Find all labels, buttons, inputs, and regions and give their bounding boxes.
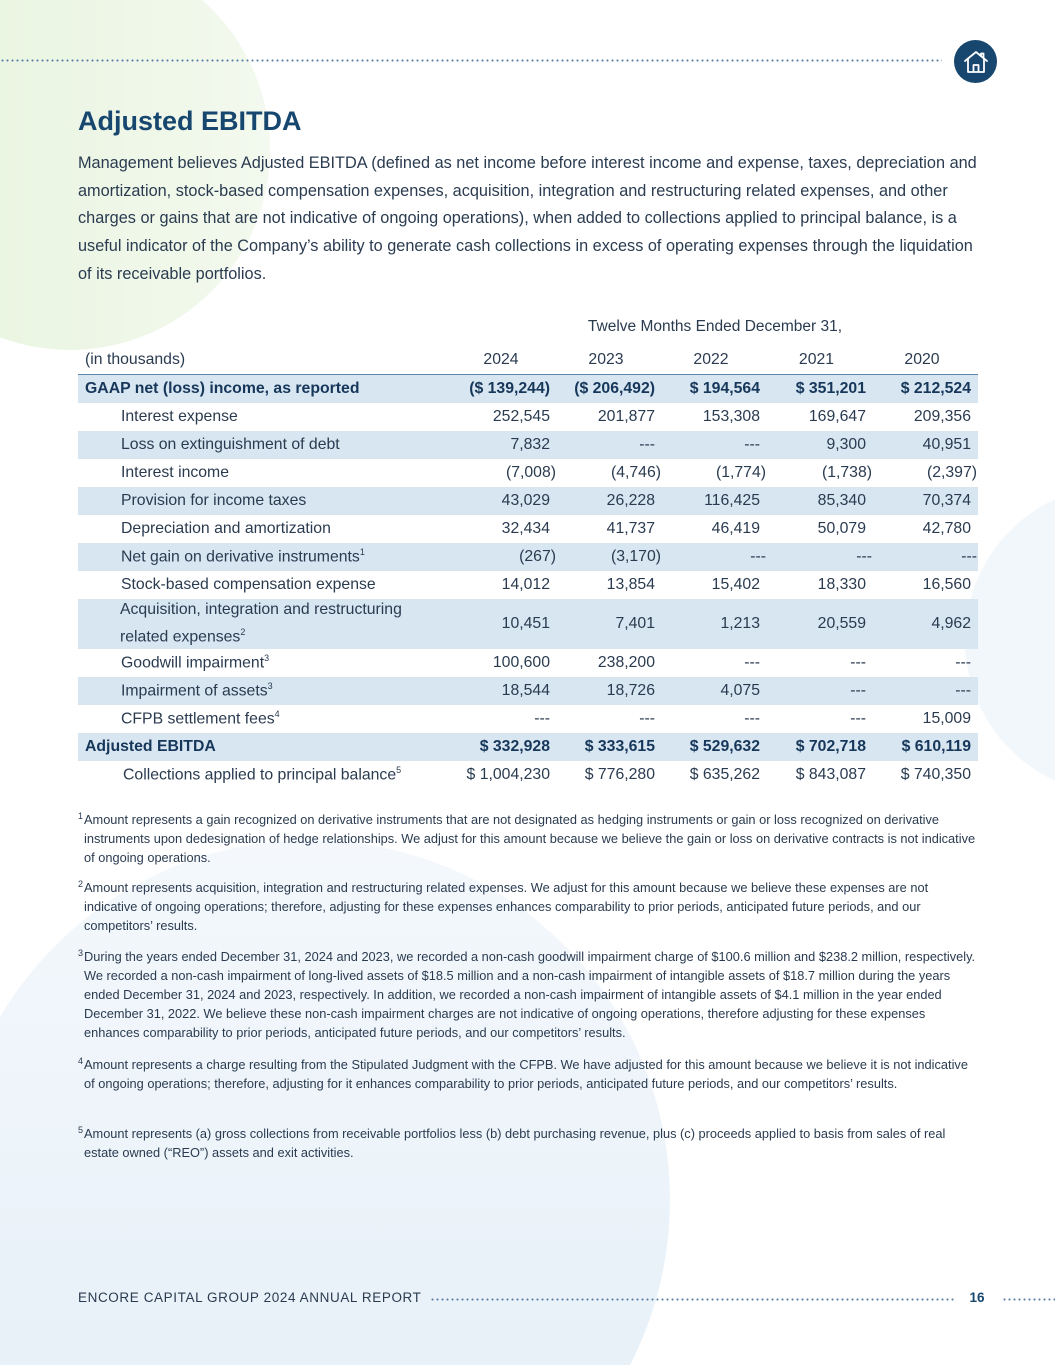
table-row-depreciation	[78, 515, 978, 543]
cell-value: $ 610,119	[873, 733, 978, 761]
footnote-text: Amount represents acquisition, integration and restructuring related expenses. We adjust for this amount because we believe these expenses are not indicative of ongoing operations; therefore, adjusting for these expenses enhances comparability to prior periods, anticipated future periods, and our competitors’ results.	[84, 880, 929, 933]
table-row-derivative-gain	[78, 543, 978, 571]
cell-value: 201,877	[597, 408, 655, 425]
footer-report-name: ENCORE CAPITAL GROUP 2024 ANNUAL REPORT	[78, 1290, 422, 1305]
adjusted-ebitda-table	[78, 346, 978, 789]
cell-value: $ 740,350	[900, 766, 971, 783]
cell-value: 7,401	[557, 599, 662, 649]
cell-value: $ 351,201	[767, 375, 873, 404]
footnote-marker: 1	[359, 547, 365, 558]
footnote-marker: 4	[78, 1056, 84, 1066]
year-header: 2022	[662, 346, 767, 375]
house-icon	[954, 40, 997, 83]
table-row-acquisition-expenses	[78, 599, 978, 649]
footer-dotted-rule-end	[1002, 1298, 1055, 1301]
unit-label: (in thousands)	[78, 346, 452, 375]
header-dotted-rule	[0, 59, 942, 62]
cell-value: ---	[873, 543, 978, 571]
footnote-marker: 3	[264, 653, 270, 664]
footnote-5	[78, 1124, 978, 1162]
row-label: Interest income	[121, 464, 229, 481]
footnote-marker: 3	[78, 948, 84, 958]
footnote-marker: 5	[396, 765, 402, 776]
cell-value: $ 333,615	[557, 733, 662, 761]
footnote-text: Amount represents a gain recognized on derivative instruments that are not designated as hedging instruments or gain or loss recognized on derivative instruments upon dedesignation of hedge relationships. We adjust for this amount because we believe the gain or loss on derivative contracts is not indicative of ongoing operations.	[84, 812, 976, 865]
row-label	[78, 649, 452, 677]
cell-value: ---	[662, 431, 767, 459]
cell-value: 16,560	[922, 576, 971, 593]
footnote-marker: 2	[78, 879, 84, 889]
cell-value: (3,170)	[557, 543, 662, 571]
row-label	[78, 543, 452, 571]
table-row-adjusted-ebitda	[78, 733, 978, 761]
footnote-marker: 4	[274, 709, 280, 720]
cell-value: 26,228	[557, 487, 662, 515]
row-label: Interest expense	[121, 408, 238, 425]
cell-value: 169,647	[808, 408, 866, 425]
cell-value: $ 529,632	[662, 733, 767, 761]
footnote-marker: 1	[78, 811, 84, 821]
cell-value: ---	[767, 677, 873, 705]
table-row-cfpb-fees	[78, 705, 978, 733]
table-row-loss-on-extinguishment	[78, 431, 978, 459]
cell-value: ---	[744, 654, 760, 671]
cell-value: 15,402	[711, 576, 760, 593]
table-row-interest-expense	[78, 403, 978, 431]
cell-value: 238,200	[597, 654, 655, 671]
footnote-marker: 5	[78, 1125, 84, 1135]
page-number: 16	[969, 1290, 985, 1305]
cell-value: ($ 139,244)	[452, 375, 557, 404]
table-row-goodwill-impairment	[78, 649, 978, 677]
table-row-stock-comp	[78, 571, 978, 599]
row-label	[78, 705, 452, 733]
cell-value: 100,600	[492, 654, 550, 671]
cell-value: 116,425	[662, 487, 767, 515]
cell-value: 32,434	[501, 520, 550, 537]
cell-value: 4,962	[873, 599, 978, 649]
cell-value: 10,451	[452, 599, 557, 649]
row-label-line2: related expenses	[120, 628, 241, 646]
footer-dotted-rule	[430, 1298, 954, 1301]
footnote-1	[78, 810, 978, 867]
cell-value: $ 843,087	[795, 766, 866, 783]
cell-value: $ 332,928	[452, 733, 557, 761]
row-label: Provision for income taxes	[78, 487, 452, 515]
cell-value: 46,419	[711, 520, 760, 537]
cell-value: ---	[639, 710, 655, 727]
cell-value: $ 212,524	[873, 375, 978, 404]
row-label-text: Net gain on derivative instruments	[121, 548, 360, 566]
intro-paragraph: Management believes Adjusted EBITDA (defined as net income before interest income and expense, taxes, depreciation and amortization, stock-based compensation expenses, acquisition, integration and restructuring related expenses, and other charges or gains that are not indicative of ongoing operations), when added to collections applied to principal balance, is a useful indicator of the Company’s ability to generate cash collections in excess of operating expenses through the liquidation of its receivable portfolios.	[78, 154, 977, 283]
row-label: GAAP net (loss) income, as reported	[78, 375, 452, 404]
cell-value: 14,012	[501, 576, 550, 593]
year-header: 2024	[452, 346, 557, 375]
cell-value: $ 776,280	[584, 766, 655, 783]
cell-value: ---	[534, 710, 550, 727]
year-header: 2021	[767, 346, 873, 375]
footnote-marker: 2	[240, 627, 246, 638]
cell-value: 15,009	[922, 710, 971, 727]
row-label: Depreciation and amortization	[121, 520, 331, 537]
cell-value: 1,213	[662, 599, 767, 649]
cell-value: 85,340	[767, 487, 873, 515]
cell-value: 40,951	[873, 431, 978, 459]
table-row-impairment-of-assets	[78, 677, 978, 705]
footnote-4	[78, 1055, 978, 1093]
cell-value: ---	[744, 710, 760, 727]
table-row-gaap-net-income	[78, 375, 978, 404]
cell-value: 153,308	[702, 408, 760, 425]
cell-value: $ 635,262	[689, 766, 760, 783]
cell-value: 4,075	[662, 677, 767, 705]
table-row-interest-income	[78, 459, 978, 487]
row-label-text: Goodwill impairment	[121, 654, 265, 672]
row-label: Adjusted EBITDA	[78, 733, 452, 761]
row-label-text: Collections applied to principal balance	[123, 766, 397, 784]
cell-value: 252,545	[492, 408, 550, 425]
cell-value: ---	[662, 543, 767, 571]
cell-value: 209,356	[913, 408, 971, 425]
cell-value: $ 1,004,230	[466, 766, 550, 783]
cell-value: 42,780	[922, 520, 971, 537]
cell-value: ---	[767, 543, 873, 571]
footnote-text: During the years ended December 31, 2024 and 2023, we recorded a non-cash goodwill impairment charge of $100.6 million and $238.2 million, respectively. We recorded a non-cash impairment of long-lived assets of $18.5 million and a non-cash impairment of intangible assets of $18.7 million during the years ended December 31, 2024 and 2023, respectively. In addition, we recorded a non-cash impairment of intangible assets of $4.1 million in the year ended December 31, 2022. We believe these non-cash impairment charges are not indicative of ongoing operations, therefore adjusting for these expenses enhances comparability to prior periods, anticipated future periods, and our competitors’ results.	[84, 949, 976, 1040]
cell-value: ---	[955, 654, 971, 671]
table-period-title: Twelve Months Ended December 31,	[587, 318, 843, 335]
cell-value: (1,738)	[821, 464, 872, 481]
year-header: 2023	[557, 346, 662, 375]
cell-value: 18,544	[452, 677, 557, 705]
cell-value: ---	[850, 654, 866, 671]
cell-value: 18,726	[557, 677, 662, 705]
footnote-text: Amount represents (a) gross collections from receivable portfolios less (b) debt purchasing revenue, plus (c) proceeds applied to basis from sales of real estate owned (“REO”) assets and exit activities.	[84, 1126, 946, 1160]
row-label	[78, 599, 452, 649]
cell-value: (4,746)	[610, 464, 661, 481]
row-label-line1: Acquisition, integration and restructuring	[120, 601, 402, 619]
cell-value: 41,737	[606, 520, 655, 537]
row-label	[78, 677, 452, 705]
table-header-row	[78, 346, 978, 375]
cell-value: 9,300	[767, 431, 873, 459]
cell-value: 50,079	[817, 520, 866, 537]
cell-value: ---	[557, 431, 662, 459]
row-label: Stock-based compensation expense	[121, 576, 376, 593]
cell-value: ---	[850, 710, 866, 727]
cell-value: $ 702,718	[767, 733, 873, 761]
cell-value: $ 194,564	[662, 375, 767, 404]
cell-value: (267)	[452, 543, 557, 571]
cell-value: 13,854	[606, 576, 655, 593]
footnote-3	[78, 947, 978, 1042]
year-header: 2020	[873, 346, 978, 375]
cell-value: 18,330	[817, 576, 866, 593]
footnote-text: Amount represents a charge resulting from the Stipulated Judgment with the CFPB. We have adjusted for this amount because we believe it is not indicative of ongoing operations; therefore, adjusting for it enhances comparability to prior periods, anticipated future periods, and our competitors’ results.	[84, 1057, 968, 1091]
row-label: Loss on extinguishment of debt	[78, 431, 452, 459]
cell-value: 7,832	[452, 431, 557, 459]
cell-value: 20,559	[767, 599, 873, 649]
cell-value: (1,774)	[715, 464, 766, 481]
row-label-text: Impairment of assets	[121, 682, 268, 700]
row-label	[78, 761, 452, 789]
cell-value: 43,029	[452, 487, 557, 515]
footnote-marker: 3	[267, 681, 273, 692]
cell-value: (2,397)	[926, 464, 977, 481]
table-row-provision-income-taxes	[78, 487, 978, 515]
page-title: Adjusted EBITDA	[78, 106, 302, 136]
footnote-2	[78, 878, 978, 935]
cell-value: ($ 206,492)	[557, 375, 662, 404]
cell-value: ---	[873, 677, 978, 705]
row-label-text: CFPB settlement fees	[121, 710, 275, 728]
cell-value: (7,008)	[505, 464, 556, 481]
table-row-collections-applied	[78, 761, 978, 789]
cell-value: 70,374	[873, 487, 978, 515]
